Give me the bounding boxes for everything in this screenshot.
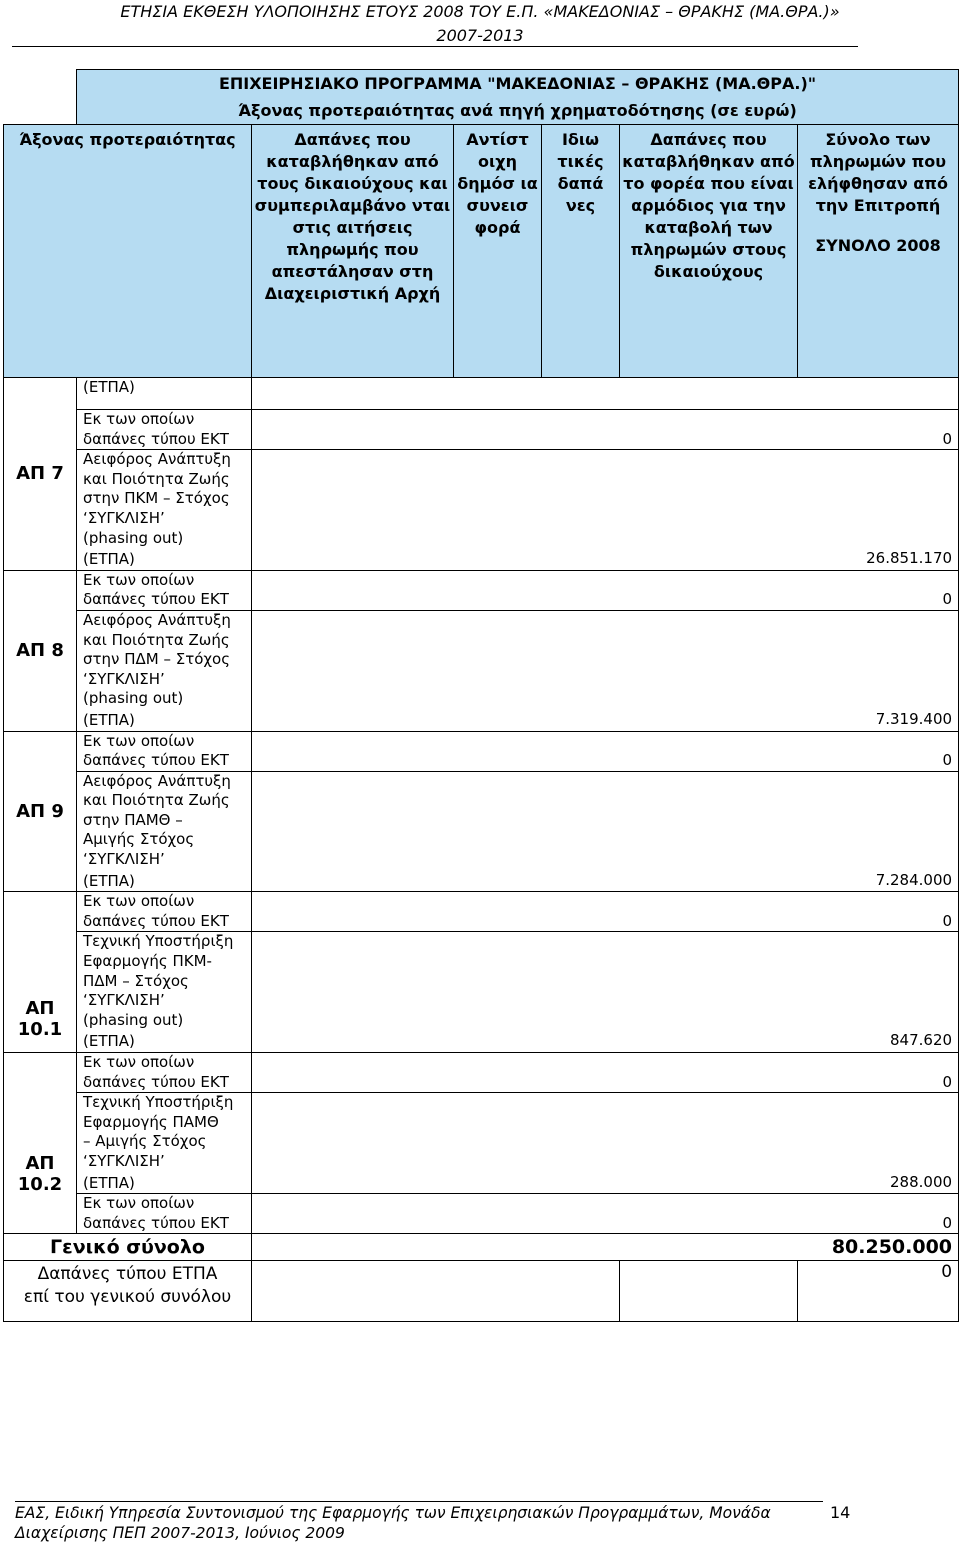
table-subtitle: Άξονας προτεραιότητας ανά πηγή χρηματοδότησης (σε ευρώ) bbox=[77, 98, 959, 125]
etpa-share-blank-2 bbox=[620, 1261, 798, 1322]
ap10-2-etpa-value: 288.000 bbox=[252, 1093, 959, 1194]
ap10-2-description: Τεχνική Υποστήριξη Εφαρμογής ΠΑΜΘ – Αμιγής Στόχος ‘ΣΥΓΚΛΙΣΗ’ (ΕΤΠΑ) bbox=[77, 1093, 252, 1194]
footer-divider bbox=[15, 1501, 823, 1502]
ap8-ekt-value: 0 bbox=[252, 570, 959, 610]
ap8-description: Αειφόρος Ανάπτυξη και Ποιότητα Ζωής στην ΠΔΜ – Στόχος ‘ΣΥΓΚΛΙΣΗ’ (phasing out) (ΕΤΠΑ) bbox=[77, 610, 252, 731]
ap10-2-ekt-label: Εκ των οποίων δαπάνες τύπου ΕΚΤ bbox=[77, 1053, 252, 1093]
column-header-total-2008: ΣΥΝΟΛΟ 2008 bbox=[815, 236, 941, 255]
grand-total-label: Γενικό σύνολο bbox=[4, 1234, 252, 1261]
top-etpa-label: (ΕΤΠΑ) bbox=[77, 378, 252, 410]
ap10-1-ekt-value: 0 bbox=[252, 892, 959, 932]
header-divider bbox=[12, 46, 858, 47]
ap8-ekt-label: Εκ των οποίων δαπάνες τύπου ΕΚΤ bbox=[77, 570, 252, 610]
axis-ap10-2: ΑΠ 10.2 bbox=[4, 1053, 77, 1234]
ap7-etpa-value: 26.851.170 bbox=[252, 450, 959, 571]
ap7-ekt-label: Εκ των οποίων δαπάνες τύπου ΕΚΤ bbox=[77, 410, 252, 450]
ap7-description: Αειφόρος Ανάπτυξη και Ποιότητα Ζωής στην ΠΚΜ – Στόχος ‘ΣΥΓΚΛΙΣΗ’ (phasing out) (ΕΤΠΑ) bbox=[77, 450, 252, 571]
ap9-ekt-value: 0 bbox=[252, 731, 959, 771]
page-number: 14 bbox=[830, 1503, 851, 1522]
ap9-etpa-value: 7.284.000 bbox=[252, 771, 959, 892]
table-title: ΕΠΙΧΕΙΡΗΣΙΑΚΟ ΠΡΟΓΡΑΜΜΑ "ΜΑΚΕΔΟΝΙΑΣ – ΘΡΑΚΗΣ (ΜΑ.ΘΡΑ.)" bbox=[77, 70, 959, 99]
etpa-share-value: 0 bbox=[798, 1261, 959, 1322]
ap8-etpa-value: 7.319.400 bbox=[252, 610, 959, 731]
blank-corner-2 bbox=[4, 98, 77, 125]
column-header-public-contribution: Αντίστ οιχη δημόσ ια συνεισ φορά bbox=[454, 125, 542, 378]
last-ekt-label: Εκ των οποίων δαπάνες τύπου ΕΚΤ bbox=[77, 1194, 252, 1234]
column-header-commission-payments bbox=[798, 125, 959, 378]
grand-total-value: 80.250.000 bbox=[252, 1234, 959, 1261]
report-header-title: ΕΤΗΣΙΑ ΕΚΘΕΣΗ ΥΛΟΠΟΙΗΣΗΣ ΕΤΟΥΣ 2008 ΤΟΥ Ε.Π. «ΜΑΚΕΔΟΝΙΑΣ – ΘΡΑΚΗΣ (ΜΑ.ΘΡΑ.)» bbox=[120, 2, 840, 21]
page-footer bbox=[15, 1503, 835, 1543]
ap9-ekt-label: Εκ των οποίων δαπάνες τύπου ΕΚΤ bbox=[77, 731, 252, 771]
column-header-private-expenses: Ιδιω τικές δαπά νες bbox=[542, 125, 620, 378]
ap10-1-ekt-label: Εκ των οποίων δαπάνες τύπου ΕΚΤ bbox=[77, 892, 252, 932]
last-ekt-value: 0 bbox=[252, 1194, 959, 1234]
axis-ap10-1: ΑΠ 10.1 bbox=[4, 892, 77, 1053]
top-etpa-value bbox=[252, 378, 959, 410]
ap10-2-ekt-value: 0 bbox=[252, 1053, 959, 1093]
axis-ap9: ΑΠ 9 bbox=[4, 731, 77, 892]
ap10-1-description: Τεχνική Υποστήριξη Εφαρμογής ΠΚΜ- ΠΔΜ – Στόχος ‘ΣΥΓΚΛΙΣΗ’ (phasing out) (ΕΤΠΑ) bbox=[77, 932, 252, 1053]
footer-line-2: Διαχείρισης ΠΕΠ 2007-2013, Ιούνιος 2009 bbox=[15, 1524, 345, 1542]
payments-table bbox=[3, 69, 959, 1322]
axis-ap8: ΑΠ 8 bbox=[4, 570, 77, 731]
column-header-beneficiary-expenses: Δαπάνες που καταβλήθηκαν από τους δικαιούχους και συμπεριλαμβάνο νται στις αιτήσεις πληρωμής που απεστάλησαν στη Διαχειριστική Αρχή bbox=[252, 125, 454, 378]
etpa-share-label: Δαπάνες τύπου ΕΤΠΑ επί του γενικού συνόλου bbox=[4, 1261, 252, 1322]
etpa-share-blank bbox=[252, 1261, 620, 1322]
ap9-description: Αειφόρος Ανάπτυξη και Ποιότητα Ζωής στην ΠΑΜΘ – Αμιγής Στόχος ‘ΣΥΓΚΛΙΣΗ’ (ΕΤΠΑ) bbox=[77, 771, 252, 892]
column-header-commission-label: Σύνολο των πληρωμών που ελήφθησαν από την Επιτροπή bbox=[808, 130, 948, 215]
axis-ap7: ΑΠ 7 bbox=[4, 378, 77, 571]
ap10-1-etpa-value: 847.620 bbox=[252, 932, 959, 1053]
report-header-period: 2007-2013 bbox=[436, 26, 524, 45]
column-header-paying-body-expenses: Δαπάνες που καταβλήθηκαν από το φορέα που είναι αρμόδιος για την καταβολή των πληρωμών στους δικαιούχους bbox=[620, 125, 798, 378]
ap7-ekt-value: 0 bbox=[252, 410, 959, 450]
column-header-axis: Άξονας προτεραιότητας bbox=[4, 125, 252, 378]
footer-line-1: ΕΑΣ, Ειδική Υπηρεσία Συντονισμού της Εφαρμογής των Επιχειρησιακών Προγραμμάτων, Μονάδα bbox=[15, 1504, 771, 1522]
blank-corner bbox=[4, 70, 77, 99]
